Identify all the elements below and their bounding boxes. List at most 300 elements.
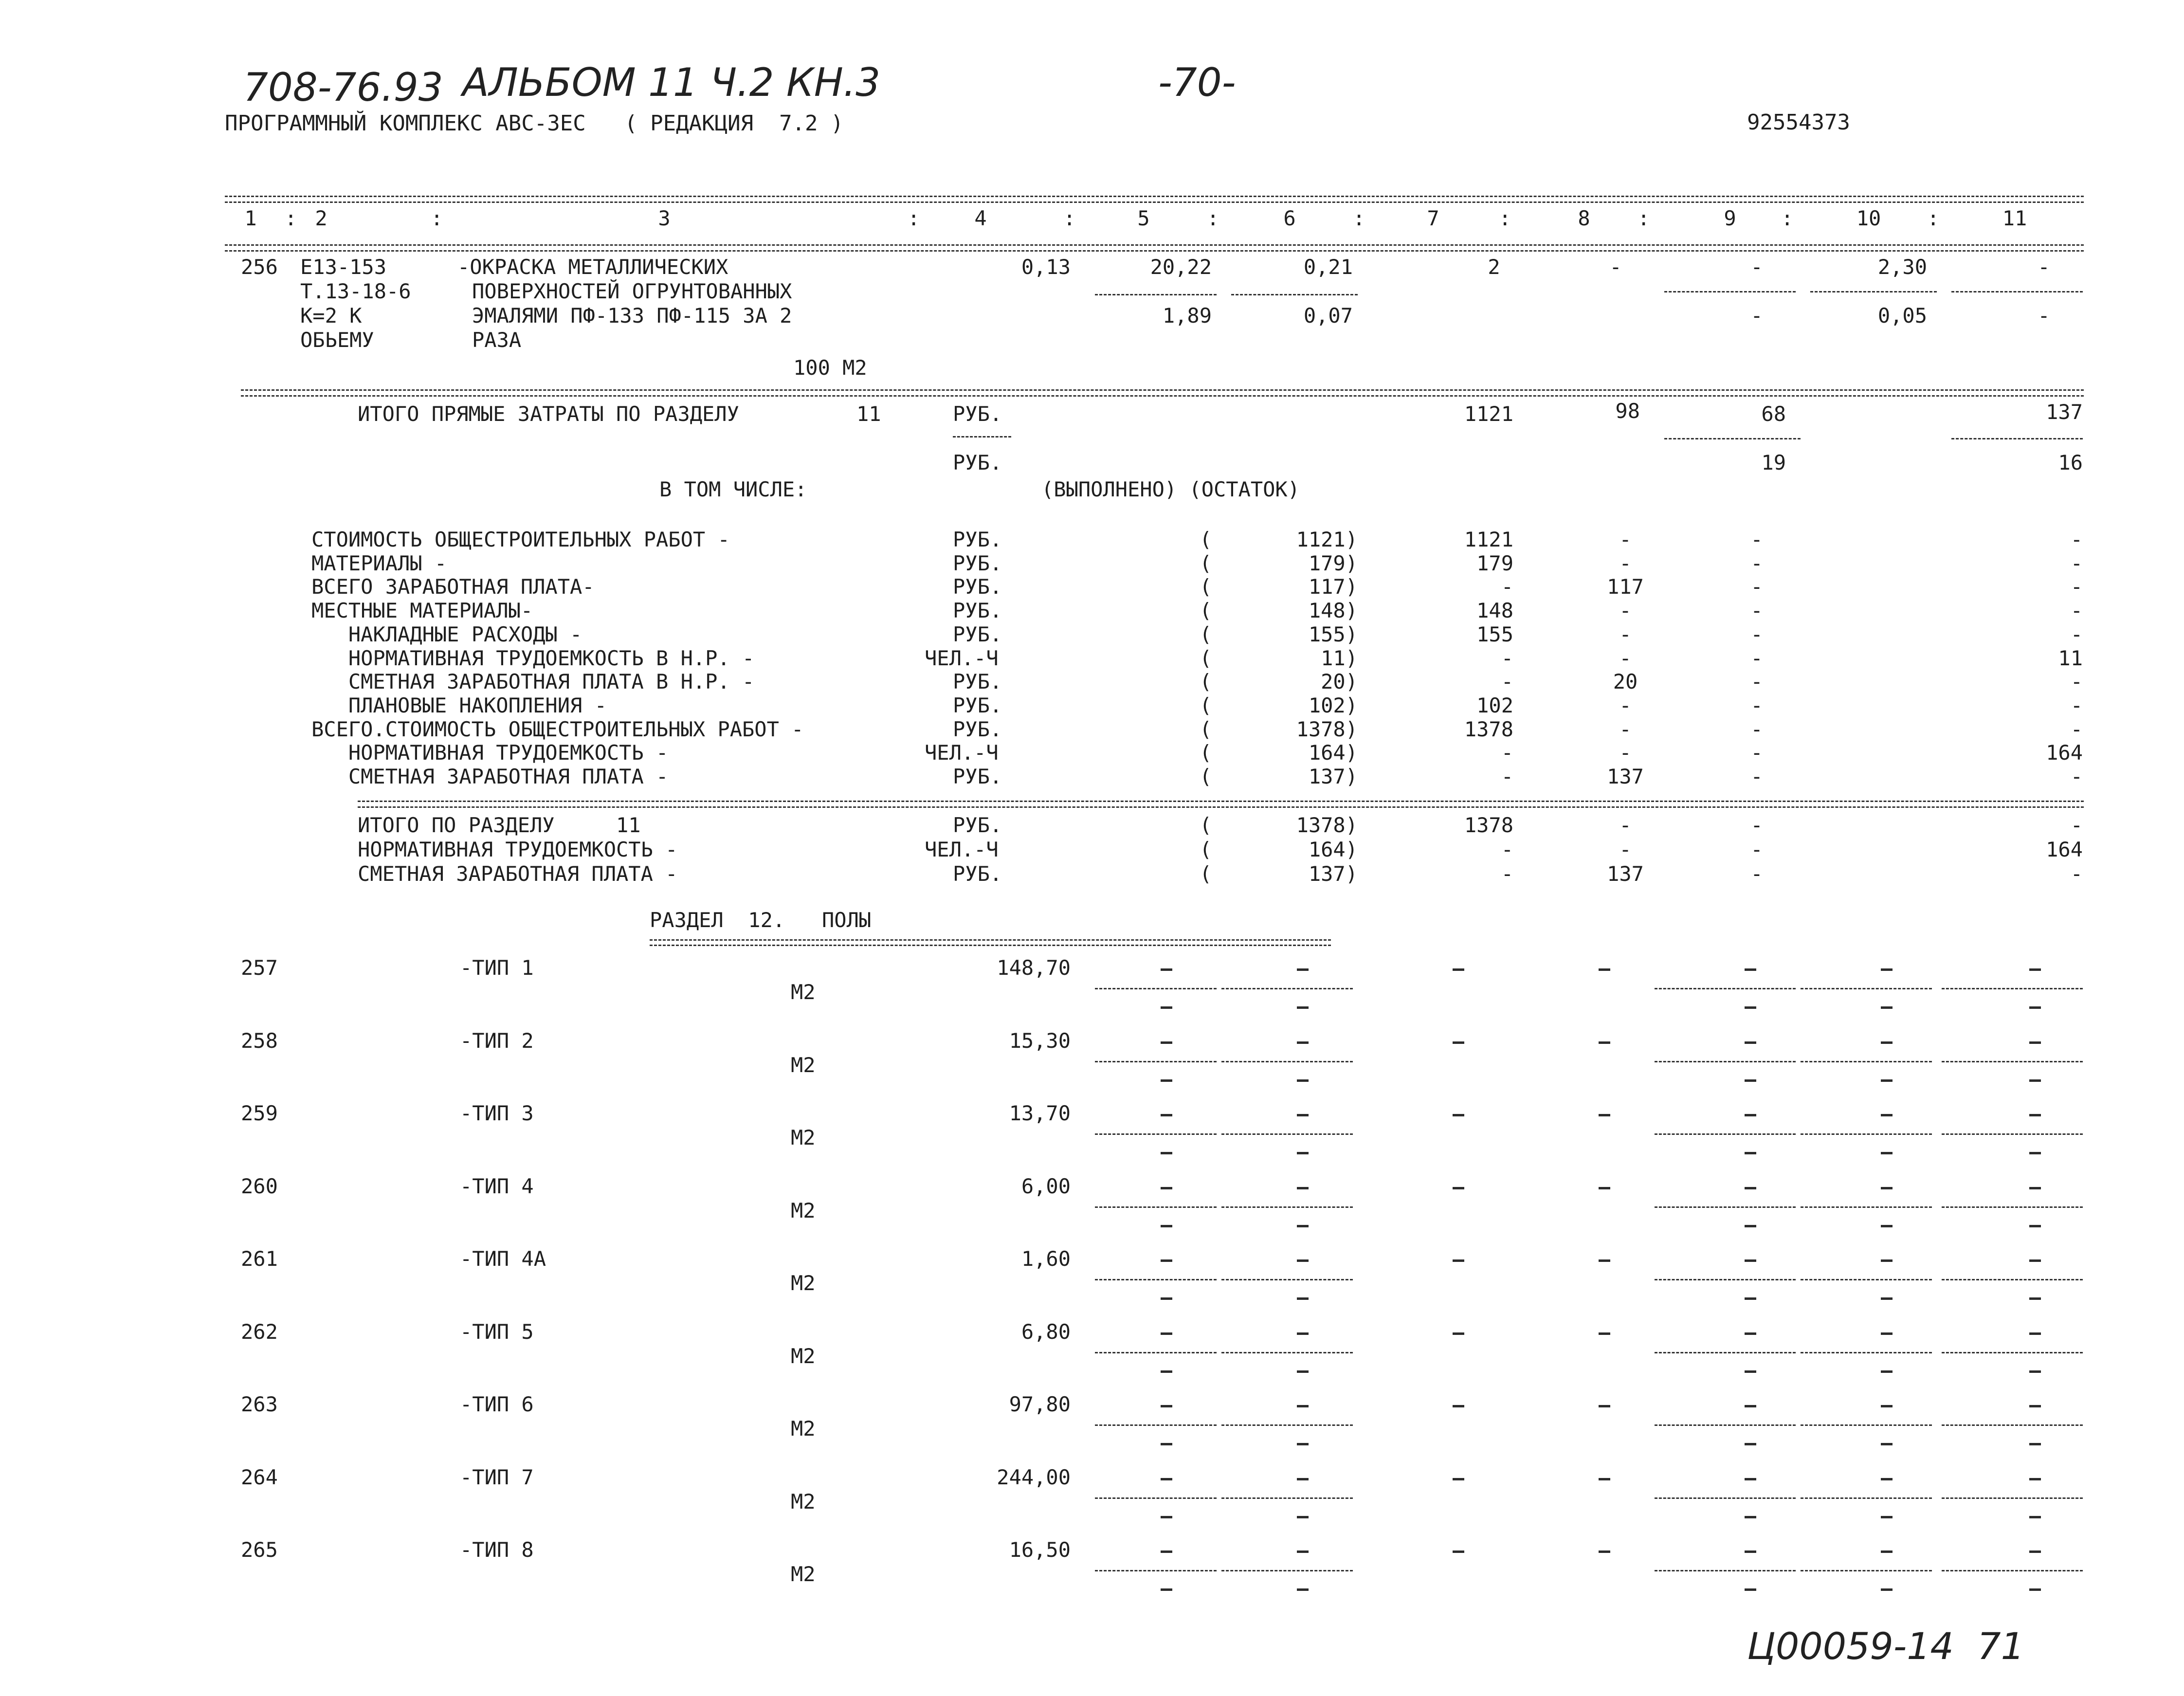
empty-cell-dash	[2029, 1550, 2041, 1553]
cell-divider	[1942, 1206, 2083, 1208]
row-c8: -	[1609, 255, 1622, 279]
column-header-10: 10	[1856, 206, 1881, 230]
breakdown-c9: -	[1750, 551, 1763, 575]
cell-divider	[1095, 1424, 1217, 1426]
row-c11-top: -	[2038, 255, 2050, 279]
breakdown-c7: 1378	[1464, 717, 1513, 741]
empty-cell-dash	[1297, 1079, 1309, 1082]
breakdown-c11: -	[2070, 551, 2083, 575]
empty-cell-dash	[1599, 1405, 1610, 1407]
empty-cell-dash	[1881, 1370, 1893, 1373]
doc-code: 708-76.93	[243, 65, 443, 110]
empty-cell-dash	[1745, 1041, 1756, 1044]
empty-cell-dash	[2029, 1297, 2041, 1300]
empty-cell-dash	[1161, 1114, 1172, 1116]
empty-cell-dash	[1161, 1405, 1172, 1407]
empty-cell-dash	[2029, 1259, 2041, 1262]
breakdown-label: НОРМАТИВНАЯ ТРУДОЕМКОСТЬ В Н.Р. -	[311, 646, 755, 670]
cell-divider	[1221, 1279, 1353, 1280]
breakdown-c9: -	[1750, 741, 1763, 765]
paren-open: (	[1200, 646, 1212, 670]
breakdown-c8: -	[1619, 693, 1632, 717]
paren-open: (	[1200, 551, 1212, 575]
item-qty: 16,50	[1009, 1538, 1071, 1562]
breakdown-c9: -	[1750, 528, 1763, 551]
empty-cell-dash	[1453, 1114, 1464, 1116]
empty-cell-dash	[1453, 1187, 1464, 1189]
column-separator: :	[1638, 206, 1650, 230]
paren-open: (	[1200, 528, 1212, 551]
column-separator: :	[1063, 206, 1076, 230]
empty-cell-dash	[2029, 1225, 2041, 1227]
column-header-3: 3	[658, 206, 671, 230]
empty-cell-dash	[1745, 1478, 1756, 1480]
breakdown-c7: 155	[1476, 622, 1513, 646]
empty-cell-dash	[1599, 1041, 1610, 1044]
empty-cell-dash	[1453, 1041, 1464, 1044]
breakdown-unit: ЧЕЛ.-Ч	[925, 741, 999, 765]
empty-cell-dash	[1297, 1259, 1309, 1262]
section-total-c7: -	[1501, 838, 1513, 861]
section-rule-2	[241, 395, 2084, 397]
empty-cell-dash	[1599, 1550, 1610, 1553]
breakdown-unit: ЧЕЛ.-Ч	[925, 646, 999, 670]
empty-cell-dash	[1745, 1516, 1756, 1518]
breakdown-value: 179)	[1308, 551, 1358, 575]
breakdown-label: НОРМАТИВНАЯ ТРУДОЕМКОСТЬ -	[311, 741, 669, 765]
row-unit: 100 М2	[793, 356, 867, 380]
section-title-underline	[650, 939, 1331, 946]
item-unit: М2	[791, 1344, 816, 1368]
empty-cell-dash	[1745, 1187, 1756, 1189]
item-num: 258	[241, 1028, 278, 1053]
column-header-5: 5	[1137, 206, 1150, 230]
breakdown-unit: РУБ.	[953, 670, 1002, 694]
empty-cell-dash	[1297, 1478, 1309, 1480]
empty-cell-dash	[1297, 1588, 1309, 1591]
empty-cell-dash	[1745, 1297, 1756, 1300]
empty-cell-dash	[1599, 1478, 1610, 1480]
column-header-rule	[225, 244, 2084, 246]
breakdown-label: МЕСТНЫЕ МАТЕРИАЛЫ-	[311, 599, 533, 623]
empty-cell-dash	[1453, 1478, 1464, 1480]
empty-cell-dash	[2029, 1478, 2041, 1480]
empty-cell-dash	[1881, 1114, 1893, 1116]
section-total-unit: РУБ.	[953, 813, 1002, 837]
empty-cell-dash	[1881, 1041, 1893, 1044]
empty-cell-dash	[1881, 1588, 1893, 1591]
item-name: -ТИП 5	[460, 1319, 534, 1344]
column-separator: :	[1207, 206, 1219, 230]
cell-divider	[1231, 294, 1358, 295]
breakdown-unit: РУБ.	[953, 765, 1002, 788]
row-c5-bot: 1,89	[1162, 304, 1212, 328]
item-name: -ТИП 4А	[460, 1247, 546, 1271]
cell-divider	[1942, 988, 2083, 989]
cell-divider	[1655, 1206, 1796, 1208]
breakdown-c11: -	[2070, 528, 2083, 551]
paren-open: (	[1200, 838, 1212, 861]
row-num: 256	[241, 255, 278, 279]
cell-divider	[1942, 1133, 2083, 1135]
breakdown-c9: -	[1750, 622, 1763, 646]
empty-cell-dash	[1297, 1006, 1309, 1009]
empty-cell-dash	[1297, 1405, 1309, 1407]
doc-serial: 92554373	[1747, 110, 1850, 135]
empty-cell-dash	[1161, 1152, 1172, 1154]
column-header-6: 6	[1283, 206, 1296, 230]
breakdown-c8: -	[1619, 622, 1632, 646]
totals-c11-bot: 16	[2058, 451, 2083, 474]
cell-divider	[1951, 438, 2083, 439]
empty-cell-dash	[1161, 1225, 1172, 1227]
section-total-c8: -	[1619, 838, 1632, 861]
empty-cell-dash	[1161, 1079, 1172, 1082]
column-separator: :	[908, 206, 920, 230]
cell-divider	[1095, 1570, 1217, 1571]
empty-cell-dash	[1161, 1332, 1172, 1335]
row-c5-top: 20,22	[1150, 255, 1212, 279]
breakdown-c11: -	[2070, 622, 2083, 646]
section-total-c9: -	[1750, 838, 1763, 861]
cell-divider	[1095, 1279, 1217, 1280]
empty-cell-dash	[2029, 1588, 2041, 1591]
breakdown-value: 1378)	[1296, 717, 1358, 741]
cell-divider	[1095, 1206, 1217, 1208]
breakdown-c7: 102	[1476, 693, 1513, 717]
cell-divider	[1095, 294, 1217, 295]
empty-cell-dash	[1745, 1079, 1756, 1082]
breakdown-c9: -	[1750, 693, 1763, 717]
item-num: 261	[241, 1247, 278, 1271]
empty-cell-dash	[1297, 1152, 1309, 1154]
item-name: -ТИП 4	[460, 1174, 534, 1198]
cell-divider	[1942, 1061, 2083, 1062]
item-qty: 6,00	[1021, 1174, 1071, 1198]
cell-divider	[1942, 1497, 2083, 1499]
cell-divider	[1655, 1570, 1796, 1571]
totals-unit: РУБ.	[953, 402, 1002, 426]
item-qty: 15,30	[1009, 1028, 1071, 1053]
section-total-c11: 164	[2046, 838, 2083, 861]
breakdown-c11: -	[2070, 670, 2083, 694]
column-header-2: 2	[315, 206, 328, 230]
item-unit: М2	[791, 1271, 816, 1295]
empty-cell-dash	[2029, 1079, 2041, 1082]
breakdown-c9: -	[1750, 575, 1763, 599]
empty-cell-dash	[1297, 1225, 1309, 1227]
section-total-label: НОРМАТИВНАЯ ТРУДОЕМКОСТЬ -	[358, 838, 678, 861]
totals-c9-top: 68	[1761, 402, 1786, 426]
paren-open: (	[1200, 693, 1212, 717]
breakdown-value: 11)	[1321, 646, 1358, 670]
breakdown-c8: -	[1619, 599, 1632, 623]
empty-cell-dash	[1599, 1259, 1610, 1262]
item-qty: 244,00	[997, 1465, 1071, 1489]
cell-divider	[1801, 1133, 1932, 1135]
cell-divider	[1655, 1279, 1796, 1280]
section-total-unit: ЧЕЛ.-Ч	[925, 838, 999, 861]
breakdown-c9: -	[1750, 599, 1763, 623]
cell-divider	[953, 436, 1011, 438]
handwritten-archive-number: Ц00059-14 71	[1747, 1624, 2024, 1668]
breakdown-c7: -	[1501, 575, 1513, 599]
row-c6-top: 0,21	[1303, 255, 1353, 279]
row-c10-top: 2,30	[1877, 255, 1927, 279]
empty-cell-dash	[2029, 1187, 2041, 1189]
empty-cell-dash	[1599, 968, 1610, 971]
cell-divider	[1095, 1352, 1217, 1353]
breakdown-label: НАКЛАДНЫЕ РАСХОДЫ -	[311, 622, 582, 646]
section-total-c11: -	[2070, 862, 2083, 886]
breakdown-value: 137)	[1308, 765, 1358, 788]
breakdown-c9: -	[1750, 646, 1763, 670]
empty-cell-dash	[1881, 1478, 1893, 1480]
totals-section: 11	[856, 402, 881, 426]
cell-divider	[1942, 1279, 2083, 1280]
breakdown-c8: -	[1619, 717, 1632, 741]
section-total-c9: -	[1750, 813, 1763, 837]
empty-cell-dash	[1161, 1041, 1172, 1044]
breakdown-label: ПЛАНОВЫЕ НАКОПЛЕНИЯ -	[311, 693, 607, 717]
breakdown-c8: 20	[1613, 670, 1638, 694]
breakdown-c11: 164	[2046, 741, 2083, 765]
empty-cell-dash	[1161, 968, 1172, 971]
breakdown-c9: -	[1750, 765, 1763, 788]
empty-cell-dash	[2029, 1332, 2041, 1335]
breakdown-value: 102)	[1308, 693, 1358, 717]
breakdown-c11: -	[2070, 765, 2083, 788]
empty-cell-dash	[1161, 1006, 1172, 1009]
breakdown-label: СТОИМОСТЬ ОБЩЕСТРОИТЕЛЬНЫХ РАБОТ -	[311, 528, 730, 551]
empty-cell-dash	[1297, 1443, 1309, 1445]
empty-cell-dash	[1297, 1297, 1309, 1300]
item-unit: М2	[791, 1562, 816, 1586]
item-num: 259	[241, 1101, 278, 1125]
column-header-4: 4	[974, 206, 987, 230]
item-unit: М2	[791, 1053, 816, 1077]
empty-cell-dash	[1453, 968, 1464, 971]
breakdown-c11: -	[2070, 717, 2083, 741]
empty-cell-dash	[1745, 1152, 1756, 1154]
cell-divider	[1095, 1133, 1217, 1135]
row-c9-top: -	[1750, 255, 1763, 279]
empty-cell-dash	[1453, 1550, 1464, 1553]
empty-cell-dash	[1745, 1405, 1756, 1407]
empty-cell-dash	[1297, 1516, 1309, 1518]
empty-cell-dash	[1453, 1405, 1464, 1407]
section-total-c8: 137	[1607, 862, 1644, 886]
empty-cell-dash	[1881, 1332, 1893, 1335]
row-c11-bot: -	[2038, 304, 2050, 328]
item-name: -ТИП 3	[460, 1101, 534, 1125]
row-code-line: К=2 К	[300, 304, 362, 328]
empty-cell-dash	[1745, 968, 1756, 971]
breakdown-unit: РУБ.	[953, 622, 1002, 646]
section-total-unit: РУБ.	[953, 862, 1002, 886]
row-desc-line: ЭМАЛЯМИ ПФ-133 ПФ-115 ЗА 2	[472, 304, 792, 328]
empty-cell-dash	[1297, 1041, 1309, 1044]
empty-cell-dash	[2029, 1516, 2041, 1518]
empty-cell-dash	[1297, 1370, 1309, 1373]
cell-divider	[1221, 1424, 1353, 1426]
empty-cell-dash	[2029, 968, 2041, 971]
empty-cell-dash	[1297, 1114, 1309, 1116]
empty-cell-dash	[2029, 1405, 2041, 1407]
cell-divider	[1801, 1061, 1932, 1062]
section-rule	[358, 801, 2084, 802]
empty-cell-dash	[2029, 1006, 2041, 1009]
item-name: -ТИП 6	[460, 1392, 534, 1416]
item-num: 262	[241, 1319, 278, 1344]
paren-open: (	[1200, 717, 1212, 741]
empty-cell-dash	[1297, 1187, 1309, 1189]
empty-cell-dash	[1745, 1588, 1756, 1591]
paren-open: (	[1200, 765, 1212, 788]
breakdown-c8: 137	[1607, 765, 1644, 788]
empty-cell-dash	[1297, 1550, 1309, 1553]
cell-divider	[1655, 1133, 1796, 1135]
breakdown-value: 117)	[1308, 575, 1358, 599]
empty-cell-dash	[1881, 1443, 1893, 1445]
section-total-c7: 1378	[1464, 813, 1513, 837]
empty-cell-dash	[1599, 1114, 1610, 1116]
breakdown-c7: 179	[1476, 551, 1513, 575]
totals-c9-bot: 19	[1761, 451, 1786, 474]
cell-divider	[1221, 1061, 1353, 1062]
cell-divider	[1221, 1570, 1353, 1571]
paren-open: (	[1200, 741, 1212, 765]
empty-cell-dash	[1881, 1516, 1893, 1518]
table-top-rule	[225, 196, 2084, 197]
item-num: 257	[241, 956, 278, 980]
breakdown-c8: -	[1619, 551, 1632, 575]
breakdown-c8: 117	[1607, 575, 1644, 599]
breakdown-c11: -	[2070, 599, 2083, 623]
breakdown-unit: РУБ.	[953, 693, 1002, 717]
empty-cell-dash	[1881, 1259, 1893, 1262]
cell-divider	[1655, 1424, 1796, 1426]
column-header-11: 11	[2002, 206, 2027, 230]
cell-divider	[1655, 1061, 1796, 1062]
column-separator: :	[1927, 206, 1940, 230]
item-qty: 6,80	[1021, 1319, 1071, 1344]
empty-cell-dash	[1881, 1297, 1893, 1300]
empty-cell-dash	[1881, 1079, 1893, 1082]
cell-divider	[1655, 988, 1796, 989]
page-number: -70-	[1158, 60, 1236, 105]
cell-divider	[1221, 1352, 1353, 1353]
empty-cell-dash	[1453, 1332, 1464, 1335]
item-num: 263	[241, 1392, 278, 1416]
empty-cell-dash	[1297, 1332, 1309, 1335]
item-name: -ТИП 8	[460, 1538, 534, 1562]
item-unit: М2	[791, 1198, 816, 1222]
breakdown-value: 20)	[1321, 670, 1358, 694]
empty-cell-dash	[1745, 1259, 1756, 1262]
totals-title: ИТОГО ПРЯМЫЕ ЗАТРАТЫ ПО РАЗДЕЛУ	[358, 402, 739, 426]
totals-c8: 98	[1615, 399, 1640, 423]
cell-divider	[1801, 988, 1932, 989]
breakdown-unit: РУБ.	[953, 551, 1002, 575]
item-unit: М2	[791, 1489, 816, 1514]
empty-cell-dash	[1161, 1259, 1172, 1262]
breakdown-value: 148)	[1308, 599, 1358, 623]
breakdown-label: ВСЕГО ЗАРАБОТНАЯ ПЛАТА-	[311, 575, 595, 599]
cell-divider	[1655, 1352, 1796, 1353]
breakdown-unit: РУБ.	[953, 717, 1002, 741]
table-top-rule-2	[225, 201, 2084, 203]
column-separator: :	[431, 206, 443, 230]
empty-cell-dash	[1453, 1259, 1464, 1262]
column-header-rule-2	[225, 250, 2084, 252]
cell-divider	[1655, 1497, 1796, 1499]
row-desc-line: -ОКРАСКА МЕТАЛЛИЧЕСКИХ	[457, 255, 728, 279]
column-header-8: 8	[1578, 206, 1590, 230]
column-header-7: 7	[1427, 206, 1439, 230]
cell-divider	[1942, 1352, 2083, 1353]
done-rest-label: (ВЫПОЛНЕНО) (ОСТАТОК)	[1041, 477, 1300, 501]
section-total-c7: -	[1501, 862, 1513, 886]
section-total-value: 164)	[1308, 838, 1358, 861]
row-desc-line: РАЗА	[472, 328, 522, 352]
breakdown-label: СМЕТНАЯ ЗАРАБОТНАЯ ПЛАТА -	[311, 765, 669, 788]
paren-open: (	[1200, 622, 1212, 646]
empty-cell-dash	[2029, 1443, 2041, 1445]
empty-cell-dash	[1881, 1405, 1893, 1407]
section-total-label: СМЕТНАЯ ЗАРАБОТНАЯ ПЛАТА -	[358, 862, 678, 886]
cell-divider	[1801, 1570, 1932, 1571]
breakdown-unit: РУБ.	[953, 528, 1002, 551]
empty-cell-dash	[2029, 1114, 2041, 1116]
empty-cell-dash	[1881, 1152, 1893, 1154]
section-total-c8: -	[1619, 813, 1632, 837]
column-separator: :	[1781, 206, 1794, 230]
section-rule	[241, 389, 2084, 391]
empty-cell-dash	[1161, 1550, 1172, 1553]
breakdown-c7: -	[1501, 670, 1513, 694]
row-c9-bot: -	[1750, 304, 1763, 328]
breakdown-c11: 11	[2058, 646, 2083, 670]
empty-cell-dash	[1745, 1006, 1756, 1009]
breakdown-c7: -	[1501, 765, 1513, 788]
breakdown-label: СМЕТНАЯ ЗАРАБОТНАЯ ПЛАТА В Н.Р. -	[311, 670, 755, 694]
row-c7: 2	[1488, 255, 1500, 279]
section-total-value: 1378)	[1296, 813, 1358, 837]
paren-open: (	[1200, 599, 1212, 623]
including-label: В ТОМ ЧИСЛЕ:	[659, 477, 807, 501]
item-name: -ТИП 2	[460, 1028, 534, 1053]
breakdown-c8: -	[1619, 646, 1632, 670]
cell-divider	[1801, 1497, 1932, 1499]
column-header-9: 9	[1724, 206, 1736, 230]
cell-divider	[1810, 291, 1937, 292]
cell-divider	[1095, 1497, 1217, 1499]
column-separator: :	[285, 206, 297, 230]
breakdown-c7: 148	[1476, 599, 1513, 623]
empty-cell-dash	[1881, 1006, 1893, 1009]
cell-divider	[1951, 291, 2083, 292]
album-title: АЛЬБОМ 11 Ч.2 КН.3	[462, 60, 881, 105]
section-total-c9: -	[1750, 862, 1763, 886]
breakdown-c9: -	[1750, 717, 1763, 741]
section-12-title: РАЗДЕЛ 12. ПОЛЫ	[650, 908, 872, 932]
row-desc-line: ПОВЕРХНОСТЕЙ ОГРУНТОВАННЫХ	[472, 279, 792, 303]
breakdown-c11: -	[2070, 575, 2083, 599]
row-code-line: ОБЬЕМУ	[300, 328, 374, 352]
item-unit: М2	[791, 1126, 816, 1149]
empty-cell-dash	[1881, 968, 1893, 971]
